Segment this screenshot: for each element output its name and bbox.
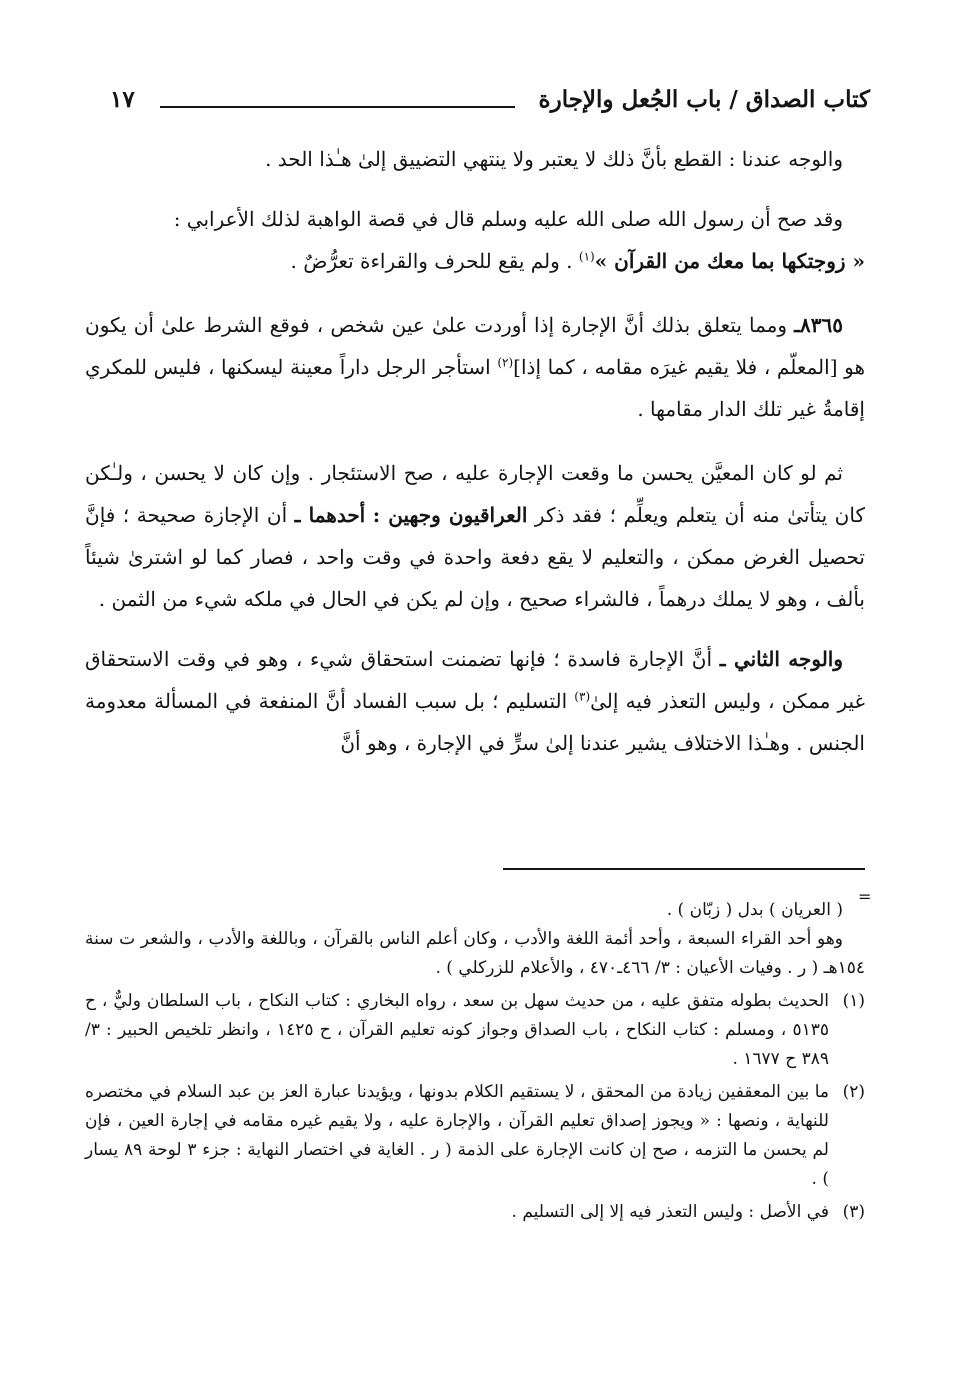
footnote-ref-3: (٣) [574, 689, 591, 704]
running-title: كتاب الصداق / باب الجُعل والإجارة [538, 86, 870, 113]
footnote-text: في الأصل : وليس التعذر فيه إلا إلى التسليم . [511, 1202, 829, 1222]
footnote-continuation-line-1: ( العريان ) بدل ( زبّان ) . [666, 900, 843, 920]
paragraph-3-text-b: استأجر الرجل داراً معينة ليسكنها ، فليس للمكري إقامةُ غير تلك الدار مقامها . [85, 355, 865, 421]
paragraph-1-text: والوجه عندنا : القطع بأنَّ ذلك لا يعتبر ولا ينتهي التضييق إلىٰ هـٰذا الحد . [265, 147, 843, 171]
paragraph-5 [85, 638, 865, 764]
paragraph-4-text-b: أن الإجازة صحيحة ؛ فإنَّ تحصيل الغرض ممكن ، والتعليم لا يقع دفعة واحدة في وقت واحد ، فصار كما لو اشترىٰ شيئاً بألف ، وهو لا يملك درهماً ، فالشراء صحيح ، وإن لم يكن في الحال في ملكه شيء من الثمن . [85, 503, 865, 611]
paragraph-4 [85, 452, 865, 620]
paragraph-3-text-a: ومما يتعلق بذلك أنَّ الإجارة إذا أوردت علىٰ عين شخص ، فوقع الشرط علىٰ أن يكون هو [المعلّم ، فلا يقيم غيرَه مقامه ، كما إذا] [85, 313, 865, 379]
page-header [110, 86, 870, 126]
footnote-number: (١) [842, 991, 865, 1011]
paragraph-2 [85, 198, 865, 282]
footnote-1 [85, 987, 865, 1074]
footnote-continuation-mark: = [858, 887, 872, 906]
footnote-continuation-line-2: وهو أحد القراء السبعة ، وأحد أئمة اللغة والأدب ، وكان أعلم الناس بالقرآن ، وباللغة والأدب ، والشعر ت سنة ١٥٤هـ ( ر . وفيات الأعيان : ٣/ ٤٦٦ـ٤٧٠ ، والأعلام للزركلي ) . [85, 929, 865, 978]
footnote-continuation [85, 896, 865, 983]
footnote-text: الحديث بطوله متفق عليه ، من حديث سهل بن سعد ، رواه البخاري : كتاب النكاح ، باب السلطان وليٌّ ، ح ٥١٣٥ ، ومسلم : كتاب النكاح ، باب الصداق وجواز كونه تعليم القرآن ، ح ١٤٢٥ ، وانظر تلخيص الحبير : ٣/ ٣٨٩ ح ١٦٧٧ . [85, 991, 829, 1069]
section-number: ٨٣٦٥ـ [794, 313, 843, 337]
footnotes [85, 896, 865, 1227]
paragraph-5-text-b: التسليم ؛ بل سبب الفساد أنَّ المنفعة في المسألة معدومة الجنس . وهـٰذا الاختلاف يشير عندنا إلىٰ سرٍّ في الإجارة ، وهو أنَّ [85, 689, 865, 755]
iraqis-two-views: العراقيون وجهين : [372, 503, 528, 527]
footnote-number: (٣) [842, 1202, 865, 1222]
first-view-label: أحدهما ـ [294, 503, 366, 527]
second-view-label: والوجه الثاني ـ [719, 647, 843, 671]
paragraph-3 [85, 304, 865, 430]
footnote-3 [85, 1198, 865, 1227]
page-number: ١٧ [110, 86, 135, 113]
footnote-text: ما بين المعقفين زيادة من المحقق ، لا يستقيم الكلام بدونها ، ويؤيدنا عبارة العز بن عبد السلام في مختصره للنهاية ، ونصها : « ويجوز إصداق تعليم القرآن ، والإجارة عليه ، ولا يقيم غيره مقامه في إجارة العين ، فإن لم يحسن ما التزمه ، صح إن كانت الإجارة على الذمة ( ر . الغاية في اختصار النهاية : جزء ٣ لوحة ٨٩ يسار ) . [85, 1082, 829, 1189]
quoted-hadith: « زوجتكها بما معك من القرآن » [594, 249, 865, 273]
main-text [85, 138, 865, 782]
paragraph-2-text: وقد صح أن رسول الله صلى الله عليه وسلم قال في قصة الواهبة لذلك الأعرابي : [173, 207, 843, 231]
paragraph-4-text-a: ثم لو كان المعيَّن يحسن ما وقعت الإجارة عليه ، صح الاستئجار . وإن كان لا يحسن ، ولـٰكن كان يتأتىٰ منه أن يتعلم ويعلِّم ؛ فقد ذكر [85, 461, 865, 527]
footnote-2 [85, 1078, 865, 1194]
footnote-ref-2: (٢) [497, 355, 514, 370]
paragraph-5-text-a: أنَّ الإجارة فاسدة ؛ فإنها تضمنت استحقاق شيء ، وهو في وقت الاستحقاق غير ممكن ، وليس التعذر فيه إلىٰ [85, 647, 865, 713]
header-rule [160, 106, 515, 108]
paragraph-1 [85, 138, 865, 180]
footnote-ref-1: (١) [578, 249, 595, 264]
paragraph-2-rest: . ولم يقع للحرف والقراءة تعرُّضٌ . [290, 249, 579, 273]
footnote-number: (٢) [842, 1082, 865, 1102]
footnote-separator [503, 868, 865, 870]
